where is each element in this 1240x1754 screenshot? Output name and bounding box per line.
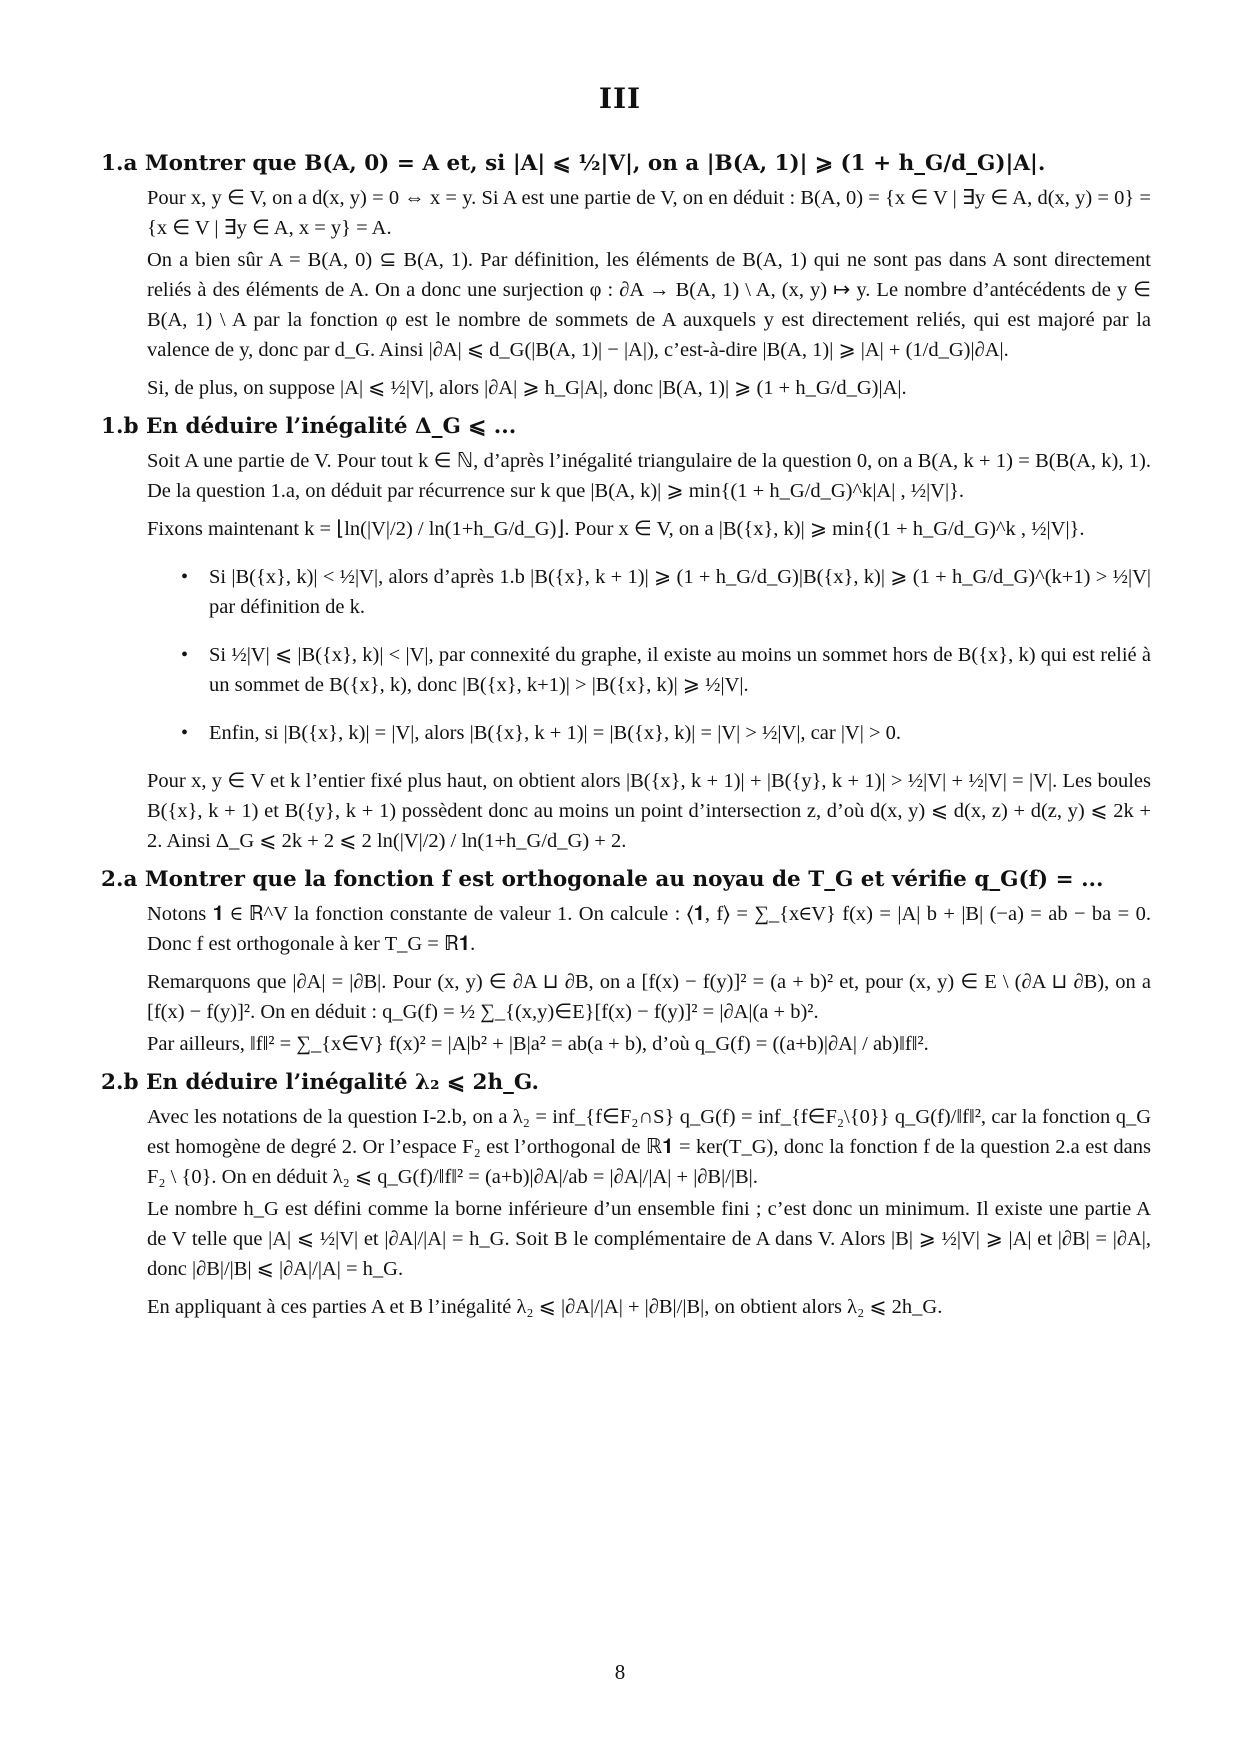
list-item — [181, 640, 1151, 700]
question-2a-heading: 2.a Montrer que la fonction f est orthogonale au noyau de T_G et vérifie q_G(f) = ... — [101, 867, 1104, 892]
question-1b-paragraph-1: Soit A une partie de V. Pour tout k ∈ ℕ, d’après l’inégalité triangulaire de la question 0, on a B(A, k + 1) = B(B(A, k), 1). De la question 1.a, on déduit par récurrence sur k que |B(A, k)| ⩾ min{(1 + h_G/d_G)^k|A| , ½|V|}. — [147, 450, 1151, 502]
case-list — [147, 562, 1151, 748]
list-item — [181, 562, 1151, 622]
question-1a-paragraph-3: Si, de plus, on suppose |A| ⩽ ½|V|, alors |∂A| ⩾ h_G|A|, donc |B(A, 1)| ⩾ (1 + h_G/d_G)|A|. — [147, 377, 907, 399]
bullet-icon: • — [181, 722, 189, 744]
list-item-text: Enfin, si |B({x}, k)| = |V|, alors |B({x}, k + 1)| = |B({x}, k)| = |V| > ½|V|, car |V| > 0. — [209, 722, 902, 744]
list-item-text: Si |B({x}, k)| < ½|V|, alors d’après 1.b |B({x}, k + 1)| ⩾ (1 + h_G/d_G)|B({x}, k)| ⩾ (1 + h_G/d_G)^(k+1) > ½|V| par définition de k. — [209, 566, 1151, 618]
question-1b-paragraph-2: Fixons maintenant k = ⌊ln(|V|/2) / ln(1+h_G/d_G)⌋. Pour x ∈ V, on a |B({x}, k)| ⩾ min{(1 + h_G/d_G)^k , ½|V|}. — [147, 518, 1085, 540]
question-2b-paragraph-3: En appliquant à ces parties A et B l’inégalité λ₂ ⩽ |∂A|/|A| + |∂B|/|B|, on obtient alors λ₂ ⩽ 2h_G. — [147, 1296, 943, 1318]
list-item — [181, 718, 1151, 748]
page-number: 8 — [614, 1660, 626, 1684]
question-1b-paragraph-3: Pour x, y ∈ V et k l’entier fixé plus haut, on obtient alors |B({x}, k + 1)| + |B({y}, k + 1)| > ½|V| + ½|V| = |V|. Les boules B({x}, k + 1) et B({y}, k + 1) possèdent donc au moins un point d’intersection z, d’où d(x, y) ⩽ d(x, z) + d(z, y) ⩽ 2k + 2. Ainsi Δ_G ⩽ 2k + 2 ⩽ 2 ln(|V|/2) / ln(1+h_G/d_G) + 2. — [147, 770, 1151, 852]
question-2a-paragraph-1: Notons 𝟏 ∈ ℝ^V la fonction constante de valeur 1. On calcule : ⟨𝟏, f⟩ = ∑_{x∈V} f(x) = |A| b + |B| (−a) = ab − ba = 0. Donc f est orthogonale à ker T_G = ℝ𝟏. — [147, 903, 1151, 955]
question-1b-heading: 1.b En déduire l’inégalité Δ_G ⩽ ... — [101, 414, 517, 439]
question-1a-heading: 1.a Montrer que B(A, 0) = A et, si |A| ⩽ ½|V|, on a |B(A, 1)| ⩾ (1 + h_G/d_G)|A|. — [101, 151, 1046, 176]
section-title: III — [598, 82, 642, 115]
bullet-icon: • — [181, 644, 189, 666]
question-1a-paragraph-1: Pour x, y ∈ V, on a d(x, y) = 0 ⇔ x = y. Si A est une partie de V, on en déduit : B(A, 0) = {x ∈ V | ∃y ∈ A, d(x, y) = 0} = {x ∈ V | ∃y ∈ A, x = y} = A. — [147, 187, 1151, 239]
list-item-text: Si ½|V| ⩽ |B({x}, k)| < |V|, par connexité du graphe, il existe au moins un sommet hors de B({x}, k) qui est relié à un sommet de B({x}, k), donc |B({x}, k+1)| > |B({x}, k)| ⩾ ½|V|. — [209, 644, 1151, 696]
question-2a-paragraph-2: Remarquons que |∂A| = |∂B|. Pour (x, y) ∈ ∂A ⊔ ∂B, on a [f(x) − f(y)]² = (a + b)² et, pour (x, y) ∈ E \ (∂A ⊔ ∂B), on a [f(x) − f(y)]². On en déduit : q_G(f) = ½ ∑_{(x,y)∈E}[f(x) − f(y)]² = |∂A|(a + b)². — [147, 971, 1151, 1023]
question-2b-paragraph-1: Avec les notations de la question I-2.b, on a λ₂ = inf_{f∈F₂∩S} q_G(f) = inf_{f∈F₂\{0}} q_G(f)/‖f‖², car la fonction q_G est homogène de degré 2. Or l’espace F₂ est l’orthogonal de ℝ𝟏 = ker(T_G), donc la fonction f de la question 2.a est dans F₂ \ {0}. On en déduit λ₂ ⩽ q_G(f)/‖f‖² = (a+b)|∂A|/ab = |∂A|/|A| + |∂B|/|B|. — [147, 1106, 1151, 1188]
content-body — [101, 148, 1151, 1330]
question-2a-paragraph-3: Par ailleurs, ‖f‖² = ∑_{x∈V} f(x)² = |A|b² + |B|a² = ab(a + b), d’où q_G(f) = ((a+b)|∂A| / ab)‖f‖². — [147, 1033, 929, 1055]
question-2b-heading: 2.b En déduire l’inégalité λ₂ ⩽ 2h_G. — [101, 1070, 539, 1095]
question-1a-paragraph-2: On a bien sûr A = B(A, 0) ⊆ B(A, 1). Par définition, les éléments de B(A, 1) qui ne sont pas dans A sont directement reliés à des éléments de A. On a donc une surjection φ : ∂A → B(A, 1) \ A, (x, y) ↦ y. Le nombre d’antécédents de y ∈ B(A, 1) \ A par la fonction φ est le nombre de sommets de A auxquels y est directement reliés, qui est majoré par la valence de y, donc par d_G. Ainsi |∂A| ⩽ d_G(|B(A, 1)| − |A|), c’est-à-dire |B(A, 1)| ⩾ |A| + (1/d_G)|∂A|. — [147, 249, 1151, 361]
question-2b-paragraph-2: Le nombre h_G est défini comme la borne inférieure d’un ensemble fini ; c’est donc un minimum. Il existe une partie A de V telle que |A| ⩽ ½|V| et |∂A|/|A| = h_G. Soit B le complémentaire de A dans V. Alors |B| ⩾ ½|V| ⩾ |A| et |∂B| = |∂A|, donc |∂B|/|B| ⩽ |∂A|/|A| = h_G. — [147, 1198, 1151, 1280]
bullet-icon: • — [181, 566, 189, 588]
